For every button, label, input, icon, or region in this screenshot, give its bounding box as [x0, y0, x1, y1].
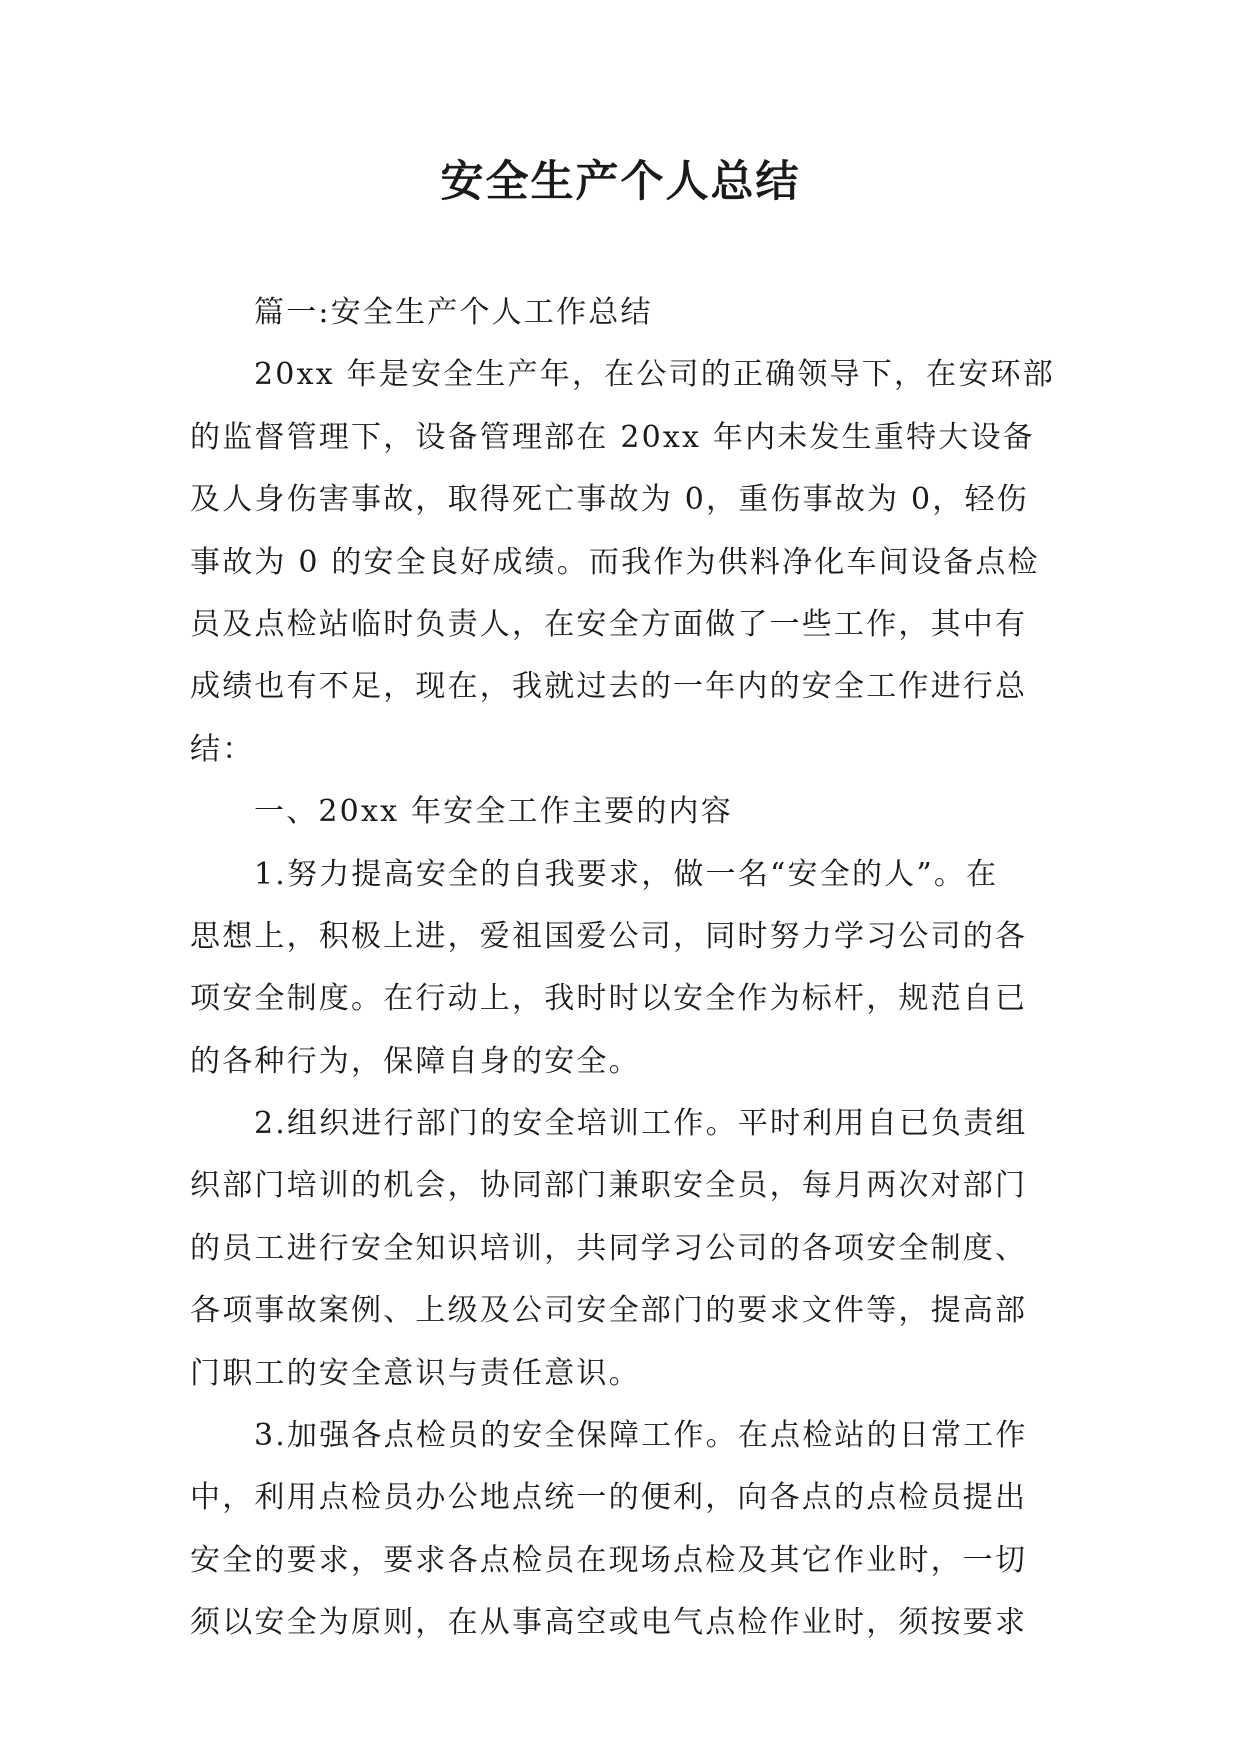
text-line: 思想上，积极上进，爱祖国爱公司，同时努力学习公司的各	[190, 918, 1028, 954]
text-line: 3.加强各点检员的安全保障工作。在点检站的日常工作	[254, 1418, 1028, 1454]
text-line: 门职工的安全意识与责任意识。	[190, 1355, 641, 1391]
text-line: 各项事故案例、上级及公司安全部门的要求文件等，提高部	[190, 1293, 1028, 1329]
text-line: 一、20xx 年安全工作主要的内容	[254, 794, 733, 830]
text-line: 的各种行为，保障自身的安全。	[190, 1043, 641, 1079]
text-line: 须以安全为原则，在从事高空或电气点检作业时，须按要求	[190, 1605, 1028, 1641]
text-line: 及人身伤害事故，取得死亡事故为 0，重伤事故为 0，轻伤	[190, 482, 1029, 518]
text-line: 员及点检站临时负责人，在安全方面做了一些工作，其中有	[190, 606, 1028, 642]
text-line: 结：	[190, 731, 255, 767]
text-line: 20xx 年是安全生产年，在公司的正确领导下，在安环部	[254, 357, 1055, 393]
document-title: 安全生产个人总结	[440, 157, 801, 207]
document-body	[190, 282, 1055, 1655]
text-line: 安全的要求，要求各点检员在现场点检及其它作业时，一切	[190, 1542, 1028, 1578]
text-line: 1.努力提高安全的自我要求，做一名“安全的人”。在	[254, 856, 999, 892]
text-line: 成绩也有不足，现在，我就过去的一年内的安全工作进行总	[190, 669, 1028, 705]
text-line: 2.组织进行部门的安全培训工作。平时利用自已负责组	[254, 1106, 1028, 1142]
text-line: 项安全制度。在行动上，我时时以安全作为标杆，规范自已	[190, 981, 1028, 1017]
text-line: 中，利用点检员办公地点统一的便利，向各点的点检员提出	[190, 1480, 1028, 1516]
text-line: 织部门培训的机会，协同部门兼职安全员，每月两次对部门	[190, 1168, 1028, 1204]
text-line: 的监督管理下，设备管理部在 20xx 年内未发生重特大设备	[190, 419, 1035, 455]
text-line: 篇一:安全生产个人工作总结	[254, 295, 653, 330]
text-line: 的员工进行安全知识培训，共同学习公司的各项安全制度、	[190, 1230, 1028, 1266]
text-line: 事故为 0 的安全良好成绩。而我作为供料净化车间设备点检	[190, 544, 1040, 580]
